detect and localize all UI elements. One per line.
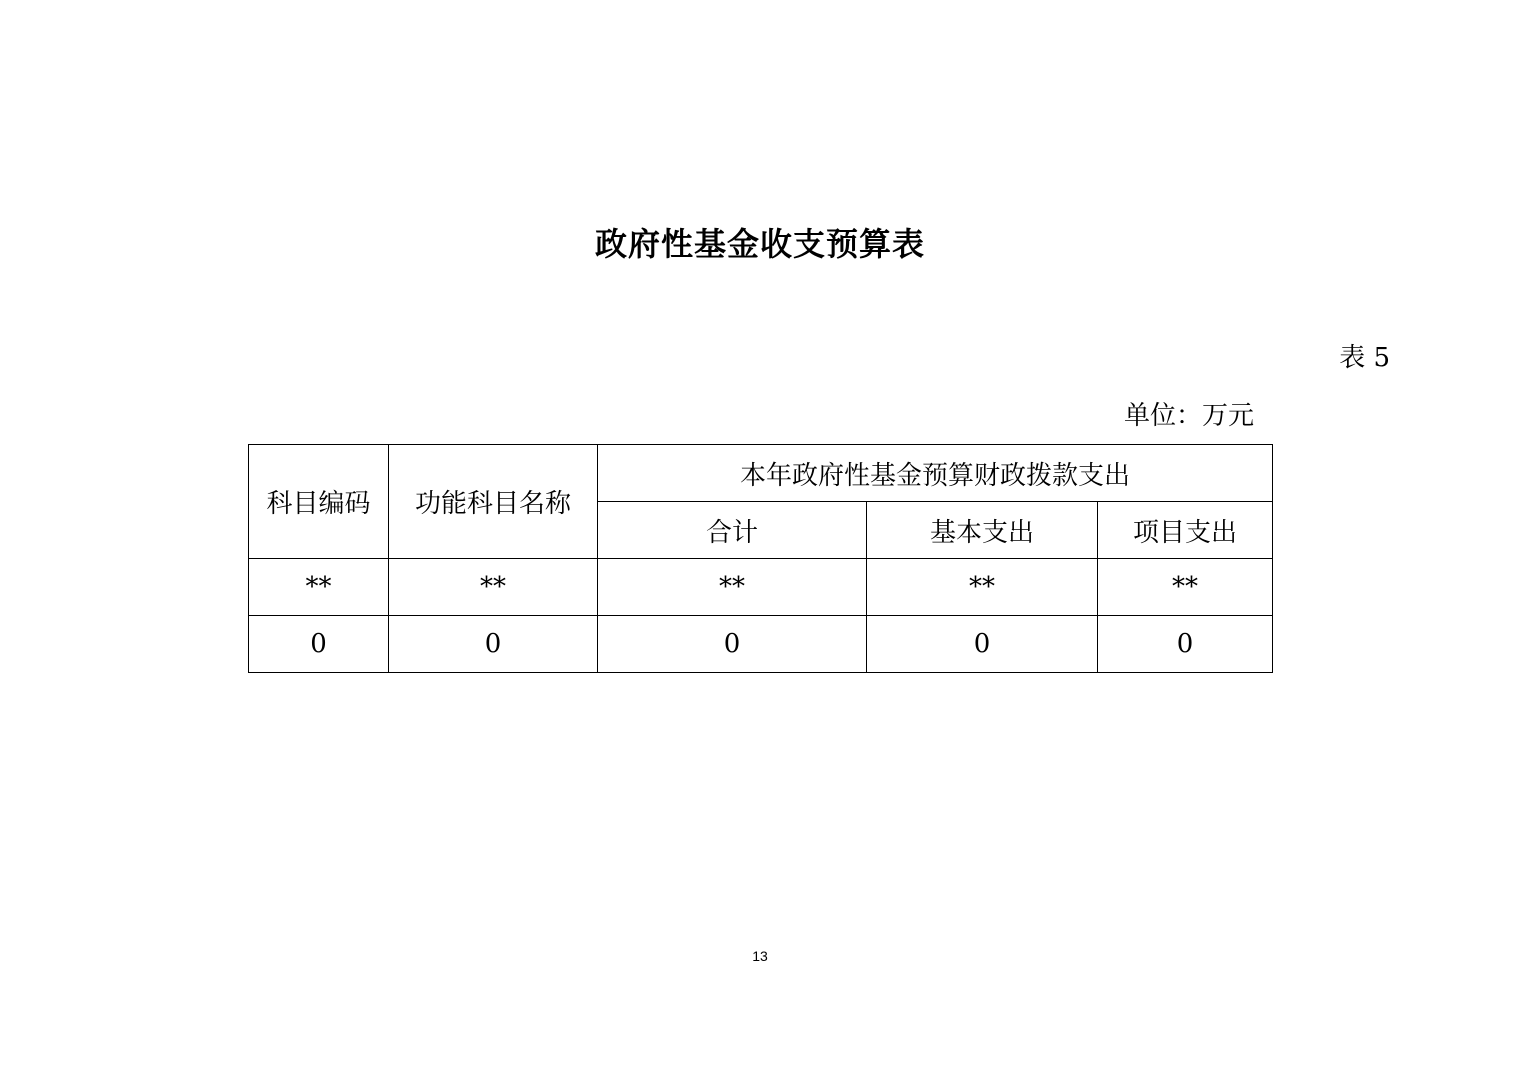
table-cell: **	[598, 559, 867, 616]
table-row	[249, 616, 1273, 673]
table-row	[249, 559, 1273, 616]
table-number: 表 5	[1339, 343, 1390, 373]
table-cell: 0	[598, 616, 867, 673]
table-cell: 0	[867, 616, 1098, 673]
table-cell: 0	[1098, 616, 1273, 673]
page-title: 政府性基金收支预算表	[594, 225, 925, 263]
page-number: 13	[752, 948, 768, 964]
budget-table	[248, 444, 1273, 673]
table-cell: **	[249, 559, 389, 616]
header-total: 合计	[598, 502, 867, 559]
table-cell: **	[867, 559, 1098, 616]
table-cell: **	[1098, 559, 1273, 616]
table-cell: 0	[389, 616, 598, 673]
table-cell: 0	[249, 616, 389, 673]
header-subject-code: 科目编码	[249, 445, 389, 559]
header-project-expenditure: 项目支出	[1098, 502, 1273, 559]
header-row-1	[249, 445, 1273, 502]
header-basic-expenditure: 基本支出	[867, 502, 1098, 559]
header-fund-appropriation-group: 本年政府性基金预算财政拨款支出	[598, 445, 1273, 502]
header-function-subject-name: 功能科目名称	[389, 445, 598, 559]
unit-label: 单位：万元	[1123, 401, 1254, 431]
table-cell: **	[389, 559, 598, 616]
